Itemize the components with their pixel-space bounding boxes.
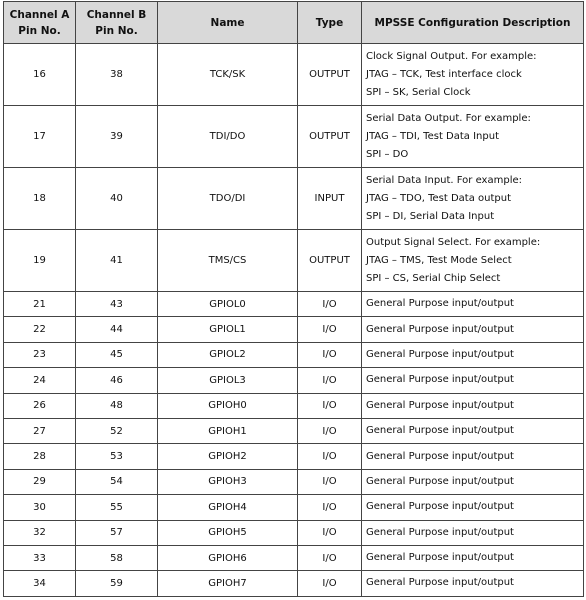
channel-a-pin-cell: 24 [4,368,76,393]
signal-type-cell: I/O [298,292,362,317]
header-channel-b: Channel B Pin No. [76,2,158,44]
signal-type-cell: I/O [298,317,362,342]
description-line: Clock Signal Output. For example: [366,50,537,62]
signal-name-cell: GPIOH0 [158,393,298,418]
description-line: General Purpose input/output [366,475,514,487]
signal-name-cell: GPIOL1 [158,317,298,342]
description-line: General Purpose input/output [366,577,514,589]
table-row [4,230,584,292]
channel-b-pin-cell: 43 [76,292,158,317]
channel-a-pin-cell: 32 [4,520,76,545]
table-row [4,469,584,494]
channel-a-pin-cell: 30 [4,495,76,520]
description-cell [362,495,584,520]
signal-name-cell: GPIOH4 [158,495,298,520]
table-row [4,368,584,393]
description-line: JTAG – TDO, Test Data output [366,192,511,204]
signal-type-cell: I/O [298,444,362,469]
table-row [4,106,584,168]
channel-b-pin-cell: 59 [76,571,158,596]
channel-b-pin-cell: 54 [76,469,158,494]
table-row [4,520,584,545]
signal-type-cell: I/O [298,520,362,545]
description-cell [362,469,584,494]
signal-name-cell: GPIOH5 [158,520,298,545]
signal-type-cell: INPUT [298,168,362,230]
description-cell [362,545,584,570]
header-type: Type [298,2,362,44]
signal-type-cell: I/O [298,342,362,367]
channel-a-pin-cell: 27 [4,418,76,443]
signal-type-cell: I/O [298,393,362,418]
signal-type-cell: I/O [298,545,362,570]
signal-name-cell: TDI/DO [158,106,298,168]
description-line: SPI – DO [366,148,409,160]
description-cell [362,168,584,230]
description-line: General Purpose input/output [366,323,514,335]
description-cell [362,520,584,545]
table-body [4,44,584,597]
table-row [4,44,584,106]
channel-a-pin-cell: 19 [4,230,76,292]
description-line: Serial Data Input. For example: [366,174,522,186]
description-line: Output Signal Select. For example: [366,236,541,248]
signal-name-cell: GPIOH6 [158,545,298,570]
description-cell [362,106,584,168]
signal-type-cell: I/O [298,418,362,443]
table-row [4,292,584,317]
table-row [4,168,584,230]
channel-b-pin-cell: 48 [76,393,158,418]
channel-b-pin-cell: 53 [76,444,158,469]
description-line: General Purpose input/output [366,552,514,564]
description-line: SPI – SK, Serial Clock [366,86,471,98]
signal-name-cell: GPIOH2 [158,444,298,469]
table-row [4,444,584,469]
table-row [4,342,584,367]
channel-b-pin-cell: 39 [76,106,158,168]
signal-type-cell: OUTPUT [298,44,362,106]
signal-type-cell: OUTPUT [298,230,362,292]
channel-b-pin-cell: 41 [76,230,158,292]
description-cell [362,368,584,393]
description-line: General Purpose input/output [366,348,514,360]
channel-a-pin-cell: 29 [4,469,76,494]
description-cell [362,317,584,342]
channel-b-pin-cell: 55 [76,495,158,520]
signal-name-cell: TCK/SK [158,44,298,106]
channel-a-pin-cell: 16 [4,44,76,106]
description-line: General Purpose input/output [366,298,514,310]
signal-type-cell: I/O [298,469,362,494]
description-cell [362,230,584,292]
table-row [4,317,584,342]
signal-name-cell: GPIOH3 [158,469,298,494]
description-line: General Purpose input/output [366,399,514,411]
channel-a-pin-cell: 22 [4,317,76,342]
description-line: General Purpose input/output [366,425,514,437]
table-row [4,393,584,418]
description-line: General Purpose input/output [366,450,514,462]
description-cell [362,571,584,596]
header-name: Name [158,2,298,44]
table-header-row [4,2,584,44]
signal-name-cell: GPIOH7 [158,571,298,596]
channel-b-pin-cell: 57 [76,520,158,545]
description-cell [362,44,584,106]
signal-name-cell: TDO/DI [158,168,298,230]
description-cell [362,292,584,317]
channel-b-pin-cell: 58 [76,545,158,570]
description-line: General Purpose input/output [366,526,514,538]
table-row [4,545,584,570]
description-line: General Purpose input/output [366,374,514,386]
header-description: MPSSE Configuration Description [362,2,584,44]
signal-name-cell: GPIOH1 [158,418,298,443]
table-row [4,418,584,443]
pin-configuration-table [3,1,584,597]
table-row [4,495,584,520]
description-cell [362,444,584,469]
description-cell [362,393,584,418]
header-channel-a: Channel A Pin No. [4,2,76,44]
channel-b-pin-cell: 52 [76,418,158,443]
channel-a-pin-cell: 18 [4,168,76,230]
signal-name-cell: GPIOL0 [158,292,298,317]
channel-a-pin-cell: 17 [4,106,76,168]
channel-a-pin-cell: 33 [4,545,76,570]
description-line: JTAG – TCK, Test interface clock [366,68,522,80]
signal-type-cell: OUTPUT [298,106,362,168]
channel-b-pin-cell: 44 [76,317,158,342]
channel-b-pin-cell: 45 [76,342,158,367]
channel-a-pin-cell: 26 [4,393,76,418]
signal-name-cell: GPIOL3 [158,368,298,393]
signal-type-cell: I/O [298,495,362,520]
channel-b-pin-cell: 40 [76,168,158,230]
channel-b-pin-cell: 46 [76,368,158,393]
signal-type-cell: I/O [298,368,362,393]
channel-a-pin-cell: 34 [4,571,76,596]
description-line: SPI – CS, Serial Chip Select [366,272,501,284]
channel-a-pin-cell: 28 [4,444,76,469]
signal-name-cell: TMS/CS [158,230,298,292]
description-line: Serial Data Output. For example: [366,112,531,124]
channel-a-pin-cell: 21 [4,292,76,317]
description-line: JTAG – TMS, Test Mode Select [366,254,512,266]
description-cell [362,342,584,367]
table-row [4,571,584,596]
signal-name-cell: GPIOL2 [158,342,298,367]
description-line: JTAG – TDI, Test Data Input [366,130,499,142]
channel-b-pin-cell: 38 [76,44,158,106]
channel-a-pin-cell: 23 [4,342,76,367]
description-cell [362,418,584,443]
description-line: General Purpose input/output [366,501,514,513]
description-line: SPI – DI, Serial Data Input [366,210,495,222]
signal-type-cell: I/O [298,571,362,596]
